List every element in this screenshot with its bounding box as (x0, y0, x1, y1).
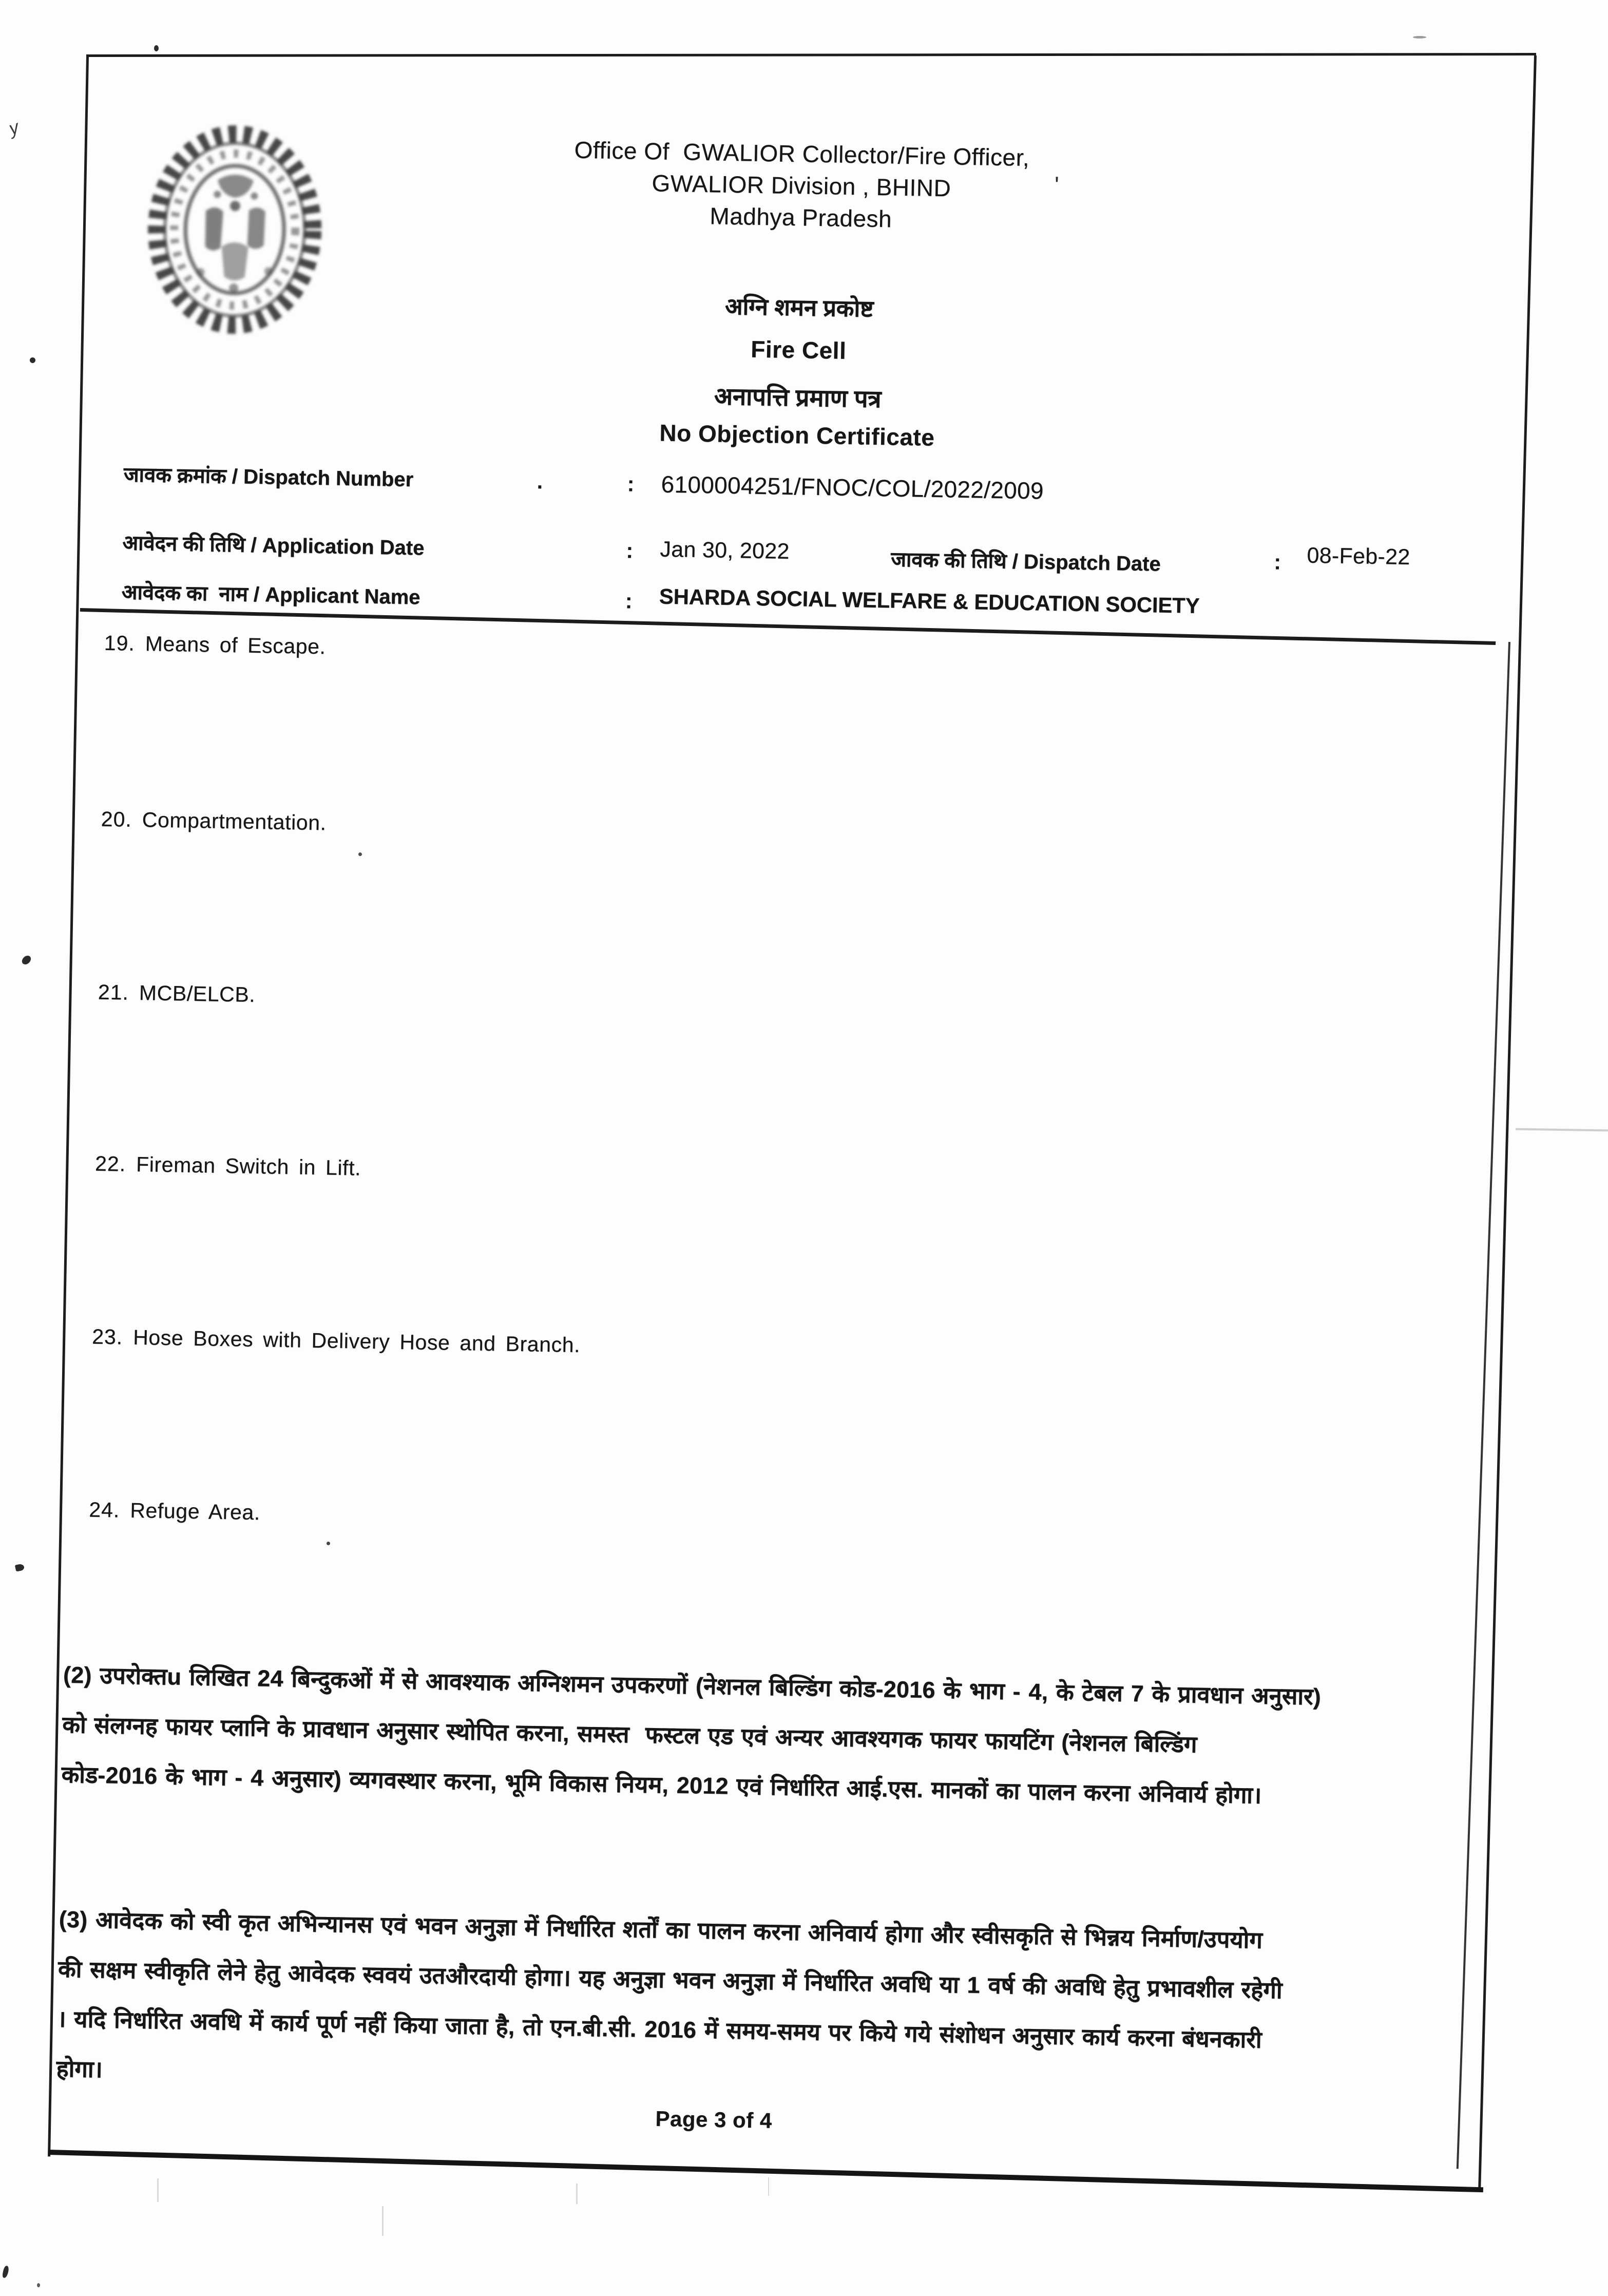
clause2-line: कोड-2016 के भाग - 4 अनुसार) व्यगवस्थार करना, भूमि विकास नियम, 2012 एवं निर्धारित आई.एस. मानकों का पालन करना अनिवार्य होगा। (61, 1761, 1262, 1809)
dispatch-number-colon: : (627, 471, 635, 496)
applicant-name-label: आवेदक का नाम / Applicant Name (121, 581, 420, 609)
checklist-item-number: 20. (101, 807, 132, 831)
application-date-value: Jan 30, 2022 (660, 537, 790, 564)
clause3-line: होगा। (56, 2055, 103, 2083)
certificate-title-hindi: अनापत्ति प्रमाण पत्र (714, 382, 882, 413)
dispatch-date-label: जावक की तिथि / Dispatch Date (890, 548, 1161, 576)
checklist-item-number: 24. (88, 1497, 120, 1522)
checklist-item-number: 23. (91, 1324, 123, 1349)
dispatch-number-stray-period: . (537, 469, 543, 494)
clause3-line: । यदि निर्धारित अवधि में कार्य पूर्ण नहीं किया जाता है, तो एन.बी.सी. 2016 में समय-समय पर किये गये संशोधन अनुसार कार्य करना बंधनकारी (56, 2005, 1262, 2053)
clause2-line: (2) उपरोक्तu लिखित 24 बिन्दुकओं में से आवश्याक अग्निशमन उपकरणों (नेशनल बिल्डिंग कोड-2016 के भाग - 4, के टेबल 7 के प्रावधान अनुसार) (63, 1661, 1322, 1710)
application-date-colon: : (625, 538, 634, 563)
dispatch-number-label: जावक क्रमांक / Dispatch Number (123, 463, 414, 491)
margin-scan-mark: y (6, 116, 22, 139)
checklist-item-label: Fireman Switch in Lift. (136, 1152, 361, 1180)
checklist-item (87, 798, 327, 844)
certificate-title-english: No Objection Certificate (659, 419, 935, 451)
checklist-item-label: Compartmentation. (142, 808, 327, 835)
application-date-label: आवेदन की तिथि / Application Date (122, 532, 425, 560)
dispatch-number-value: 6100004251/FNOC/COL/2022/2009 (661, 470, 1044, 504)
checklist-item (78, 1315, 581, 1367)
checklist-item (75, 1488, 261, 1534)
clause3-line: की सक्षम स्वीकृति लेने हेतु आवेदक स्ववयं उतऔरदायी होगा। यह अनुज्ञा भवन अनुज्ञा में निर्धारित अवधि या 1 वर्ष की अवधि हेतु प्रभावशील रहेगी (58, 1956, 1283, 2004)
dispatch-date-value: 08-Feb-22 (1307, 543, 1410, 570)
applicant-name-colon: : (625, 589, 633, 613)
applicant-name-value: SHARDA SOCIAL WELFARE & EDUCATION SOCIETY (659, 584, 1200, 618)
clause2-line: को संलग्नह फायर प्लानि के प्रावधान अनुसार स्थोपित करना, समस्त फस्टल एड एवं अन्यर आवश्यगक फायर फायटिंग (नेशनल बिल्डिंग (62, 1711, 1197, 1758)
checklist-item-number: 19. (104, 631, 136, 655)
checklist-item-label: MCB/ELCB. (139, 981, 256, 1007)
department-name-hindi: अग्नि शमन प्रकोष्ट (724, 293, 874, 322)
checklist-item (84, 971, 256, 1016)
dispatch-date-colon: : (1273, 549, 1281, 574)
checklist-item-label: Means of Escape. (145, 632, 326, 659)
checklist-item (81, 1142, 361, 1189)
office-name-line3: Madhya Pradesh (709, 202, 892, 233)
checklist-item-label: Hose Boxes with Delivery Hose and Branch. (132, 1325, 581, 1357)
checklist-item-label: Refuge Area. (129, 1498, 261, 1525)
department-name-english: Fire Cell (750, 335, 847, 364)
scan-apostrophe-mark: ' (1054, 171, 1060, 199)
office-name-line2: GWALIOR Division , BHIND (652, 169, 951, 202)
page-indicator: Page 3 of 4 (655, 2106, 773, 2133)
checklist-item (90, 621, 326, 668)
checklist-item-number: 22. (94, 1151, 126, 1176)
office-name-line1: Office Of GWALIOR Collector/Fire Officer, (574, 136, 1030, 172)
clause3-line: (3) आवेदक को स्वी कृत अभिन्यानस एवं भवन अनुज्ञा में निर्धारित शर्तों का पालन करना अनिवार्य होगा और स्वीसकृति से भिन्नय निर्माण/उपयोग (59, 1906, 1263, 1953)
checklist-item-number: 21. (98, 980, 129, 1004)
